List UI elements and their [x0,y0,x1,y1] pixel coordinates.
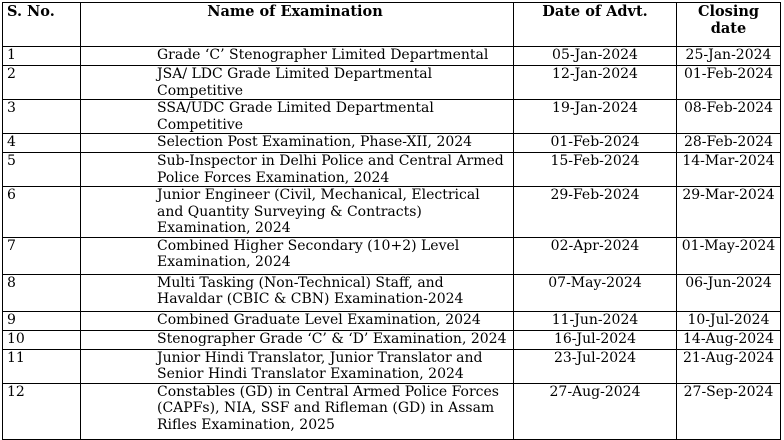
row-exam-name: Selection Post Examination, Phase-XII, 2024 [81,134,514,153]
row-sno: 6 [3,187,81,238]
row-sno: 12 [3,383,81,439]
table-header-row [3,3,781,47]
row-closing-date: 25-Jan-2024 [677,47,781,66]
header-closing-date: Closing date [677,3,781,47]
row-advt-date: 15-Feb-2024 [514,153,677,187]
row-sno: 8 [3,274,81,311]
row-exam-name: Multi Tasking (Non-Technical) Staff, and Havaldar (CBIC & CBN) Examination-2024 [81,274,514,311]
examination-schedule-table [2,2,781,440]
row-advt-date: 01-Feb-2024 [514,134,677,153]
row-sno: 7 [3,237,81,274]
table-row [3,153,781,187]
row-closing-date: 27-Sep-2024 [677,383,781,439]
row-advt-date: 29-Feb-2024 [514,187,677,238]
row-sno: 3 [3,100,81,134]
row-sno: 11 [3,349,81,383]
row-exam-name: Sub-Inspector in Delhi Police and Central Armed Police Forces Examination, 2024 [81,153,514,187]
table-row [3,100,781,134]
row-advt-date: 12-Jan-2024 [514,66,677,100]
row-closing-date: 29-Mar-2024 [677,187,781,238]
row-advt-date: 11-Jun-2024 [514,311,677,330]
table-row [3,311,781,330]
table-row [3,237,781,274]
row-exam-name: Junior Hindi Translator, Junior Translator and Senior Hindi Translator Examination, 2024 [81,349,514,383]
row-exam-name: Constables (GD) in Central Armed Police Forces (CAPFs), NIA, SSF and Rifleman (GD) in Assam Rifles Examination, 2025 [81,383,514,439]
row-exam-name: JSA/ LDC Grade Limited Departmental Competitive [81,66,514,100]
header-exam-name: Name of Examination [81,3,514,47]
header-sno: S. No. [3,3,81,47]
row-exam-name: Grade ‘C’ Stenographer Limited Departmental [81,47,514,66]
row-exam-name: Combined Higher Secondary (10+2) Level Examination, 2024 [81,237,514,274]
row-closing-date: 10-Jul-2024 [677,311,781,330]
table-row [3,274,781,311]
row-closing-date: 21-Aug-2024 [677,349,781,383]
row-exam-name: SSA/UDC Grade Limited Departmental Competitive [81,100,514,134]
row-sno: 10 [3,330,81,349]
row-advt-date: 16-Jul-2024 [514,330,677,349]
row-advt-date: 02-Apr-2024 [514,237,677,274]
row-sno: 5 [3,153,81,187]
row-sno: 2 [3,66,81,100]
row-closing-date: 14-Mar-2024 [677,153,781,187]
row-advt-date: 23-Jul-2024 [514,349,677,383]
row-closing-date: 14-Aug-2024 [677,330,781,349]
row-exam-name: Junior Engineer (Civil, Mechanical, Electrical and Quantity Surveying & Contracts) Examination, 2024 [81,187,514,238]
table-row [3,330,781,349]
row-exam-name: Combined Graduate Level Examination, 2024 [81,311,514,330]
table-row [3,349,781,383]
row-closing-date: 28-Feb-2024 [677,134,781,153]
row-sno: 4 [3,134,81,153]
table-row [3,134,781,153]
row-advt-date: 27-Aug-2024 [514,383,677,439]
row-advt-date: 19-Jan-2024 [514,100,677,134]
row-exam-name: Stenographer Grade ‘C’ & ‘D’ Examination, 2024 [81,330,514,349]
row-sno: 9 [3,311,81,330]
row-advt-date: 05-Jan-2024 [514,47,677,66]
table-row [3,66,781,100]
row-advt-date: 07-May-2024 [514,274,677,311]
row-closing-date: 01-May-2024 [677,237,781,274]
table-row [3,187,781,238]
table-row [3,383,781,439]
header-advt-date: Date of Advt. [514,3,677,47]
row-closing-date: 06-Jun-2024 [677,274,781,311]
row-sno: 1 [3,47,81,66]
row-closing-date: 08-Feb-2024 [677,100,781,134]
table-row [3,47,781,66]
row-closing-date: 01-Feb-2024 [677,66,781,100]
